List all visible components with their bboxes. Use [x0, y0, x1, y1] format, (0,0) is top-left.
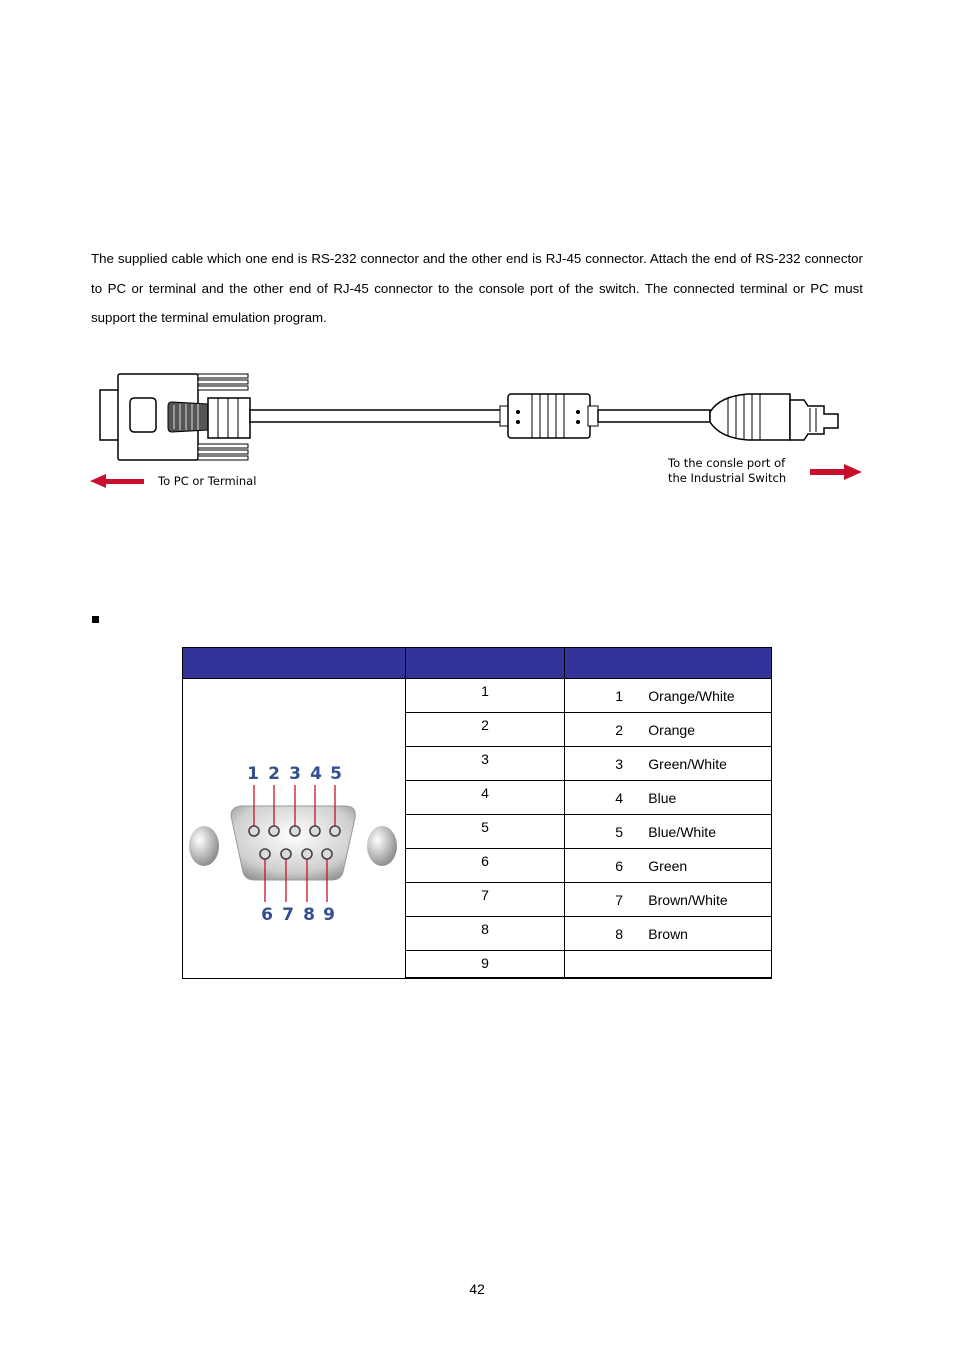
pinout-table: [182, 647, 772, 979]
pin-label-bottom-8: 8: [303, 904, 315, 925]
wire-color: Blue: [648, 789, 677, 806]
page-number: 42: [469, 1281, 485, 1297]
wire-color: Green: [648, 857, 688, 874]
wire-color: Brown: [648, 925, 688, 942]
pin-label-top-4: 4: [310, 763, 322, 784]
wire-cell: [565, 883, 772, 917]
wire-number: 8: [615, 925, 624, 942]
wire-color: Orange: [648, 721, 695, 738]
console-cable-figure: [88, 368, 868, 494]
pin-label-top-3: 3: [289, 763, 301, 784]
wire-cell: [565, 815, 772, 849]
pin-label-bottom-6: 6: [261, 904, 273, 925]
wire-number: 4: [615, 789, 624, 806]
wire-color: Orange/White: [648, 687, 735, 704]
table-row: [183, 679, 772, 713]
wire-cell: [565, 679, 772, 713]
pin-label-top-5: 5: [330, 763, 342, 784]
pin-label-bottom-7: 7: [282, 904, 294, 925]
pin-label-top-2: 2: [268, 763, 280, 784]
wire-cell: [565, 917, 772, 951]
left-arrow-icon: [90, 474, 144, 488]
pin-number: 6: [405, 849, 565, 883]
header-connector: [183, 648, 406, 679]
right-label-line2: the Industrial Switch: [668, 471, 787, 485]
wire-color: Blue/White: [648, 823, 716, 840]
header-pin: [405, 648, 565, 679]
wire-number: 7: [615, 891, 624, 908]
wire-color: Green/White: [648, 755, 727, 772]
pin-number: 1: [405, 679, 565, 713]
wire-number: 6: [615, 857, 624, 874]
pin-label-top-1: 1: [247, 763, 259, 784]
wire-number: 5: [615, 823, 624, 840]
wire-number: 2: [615, 721, 624, 738]
right-arrow-icon: [810, 464, 862, 480]
rj45-connector-icon: [710, 394, 838, 440]
pin-number: 7: [405, 883, 565, 917]
right-label-line1: To the consle port of: [668, 456, 786, 470]
intro-paragraph: The supplied cable which one end is RS-232 connector and the other end is RJ-45 connector. Attach the end of RS-232 connector to PC or terminal and the other end of RJ-45 connector to the console port of the switch. The connected terminal or PC must support the terminal emulation program.: [91, 251, 863, 325]
wire-cell: [565, 781, 772, 815]
pin-number: 2: [405, 713, 565, 747]
pin-number: 9: [405, 951, 565, 979]
table-header-row: [183, 648, 772, 679]
wire-number: 3: [615, 755, 624, 772]
wire-cell: [565, 747, 772, 781]
wire-cell: [565, 849, 772, 883]
wire-cell: [565, 713, 772, 747]
pin-number: 8: [405, 917, 565, 951]
left-label: To PC or Terminal: [158, 474, 257, 488]
ferrite-core-icon: [500, 394, 598, 438]
rs232-connector-icon: [100, 374, 250, 460]
pin-number: 3: [405, 747, 565, 781]
pin-number: 4: [405, 781, 565, 815]
wire-number: 1: [615, 687, 624, 704]
bullet-icon: [92, 616, 99, 623]
pin-label-bottom-9: 9: [323, 904, 335, 925]
header-wire: [565, 648, 772, 679]
wire-color: Brown/White: [648, 891, 728, 908]
pin-number: 5: [405, 815, 565, 849]
wire-cell-empty: [565, 951, 772, 979]
db9-pinout-cell: [183, 679, 406, 979]
db9-pinout-icon: [183, 712, 402, 942]
